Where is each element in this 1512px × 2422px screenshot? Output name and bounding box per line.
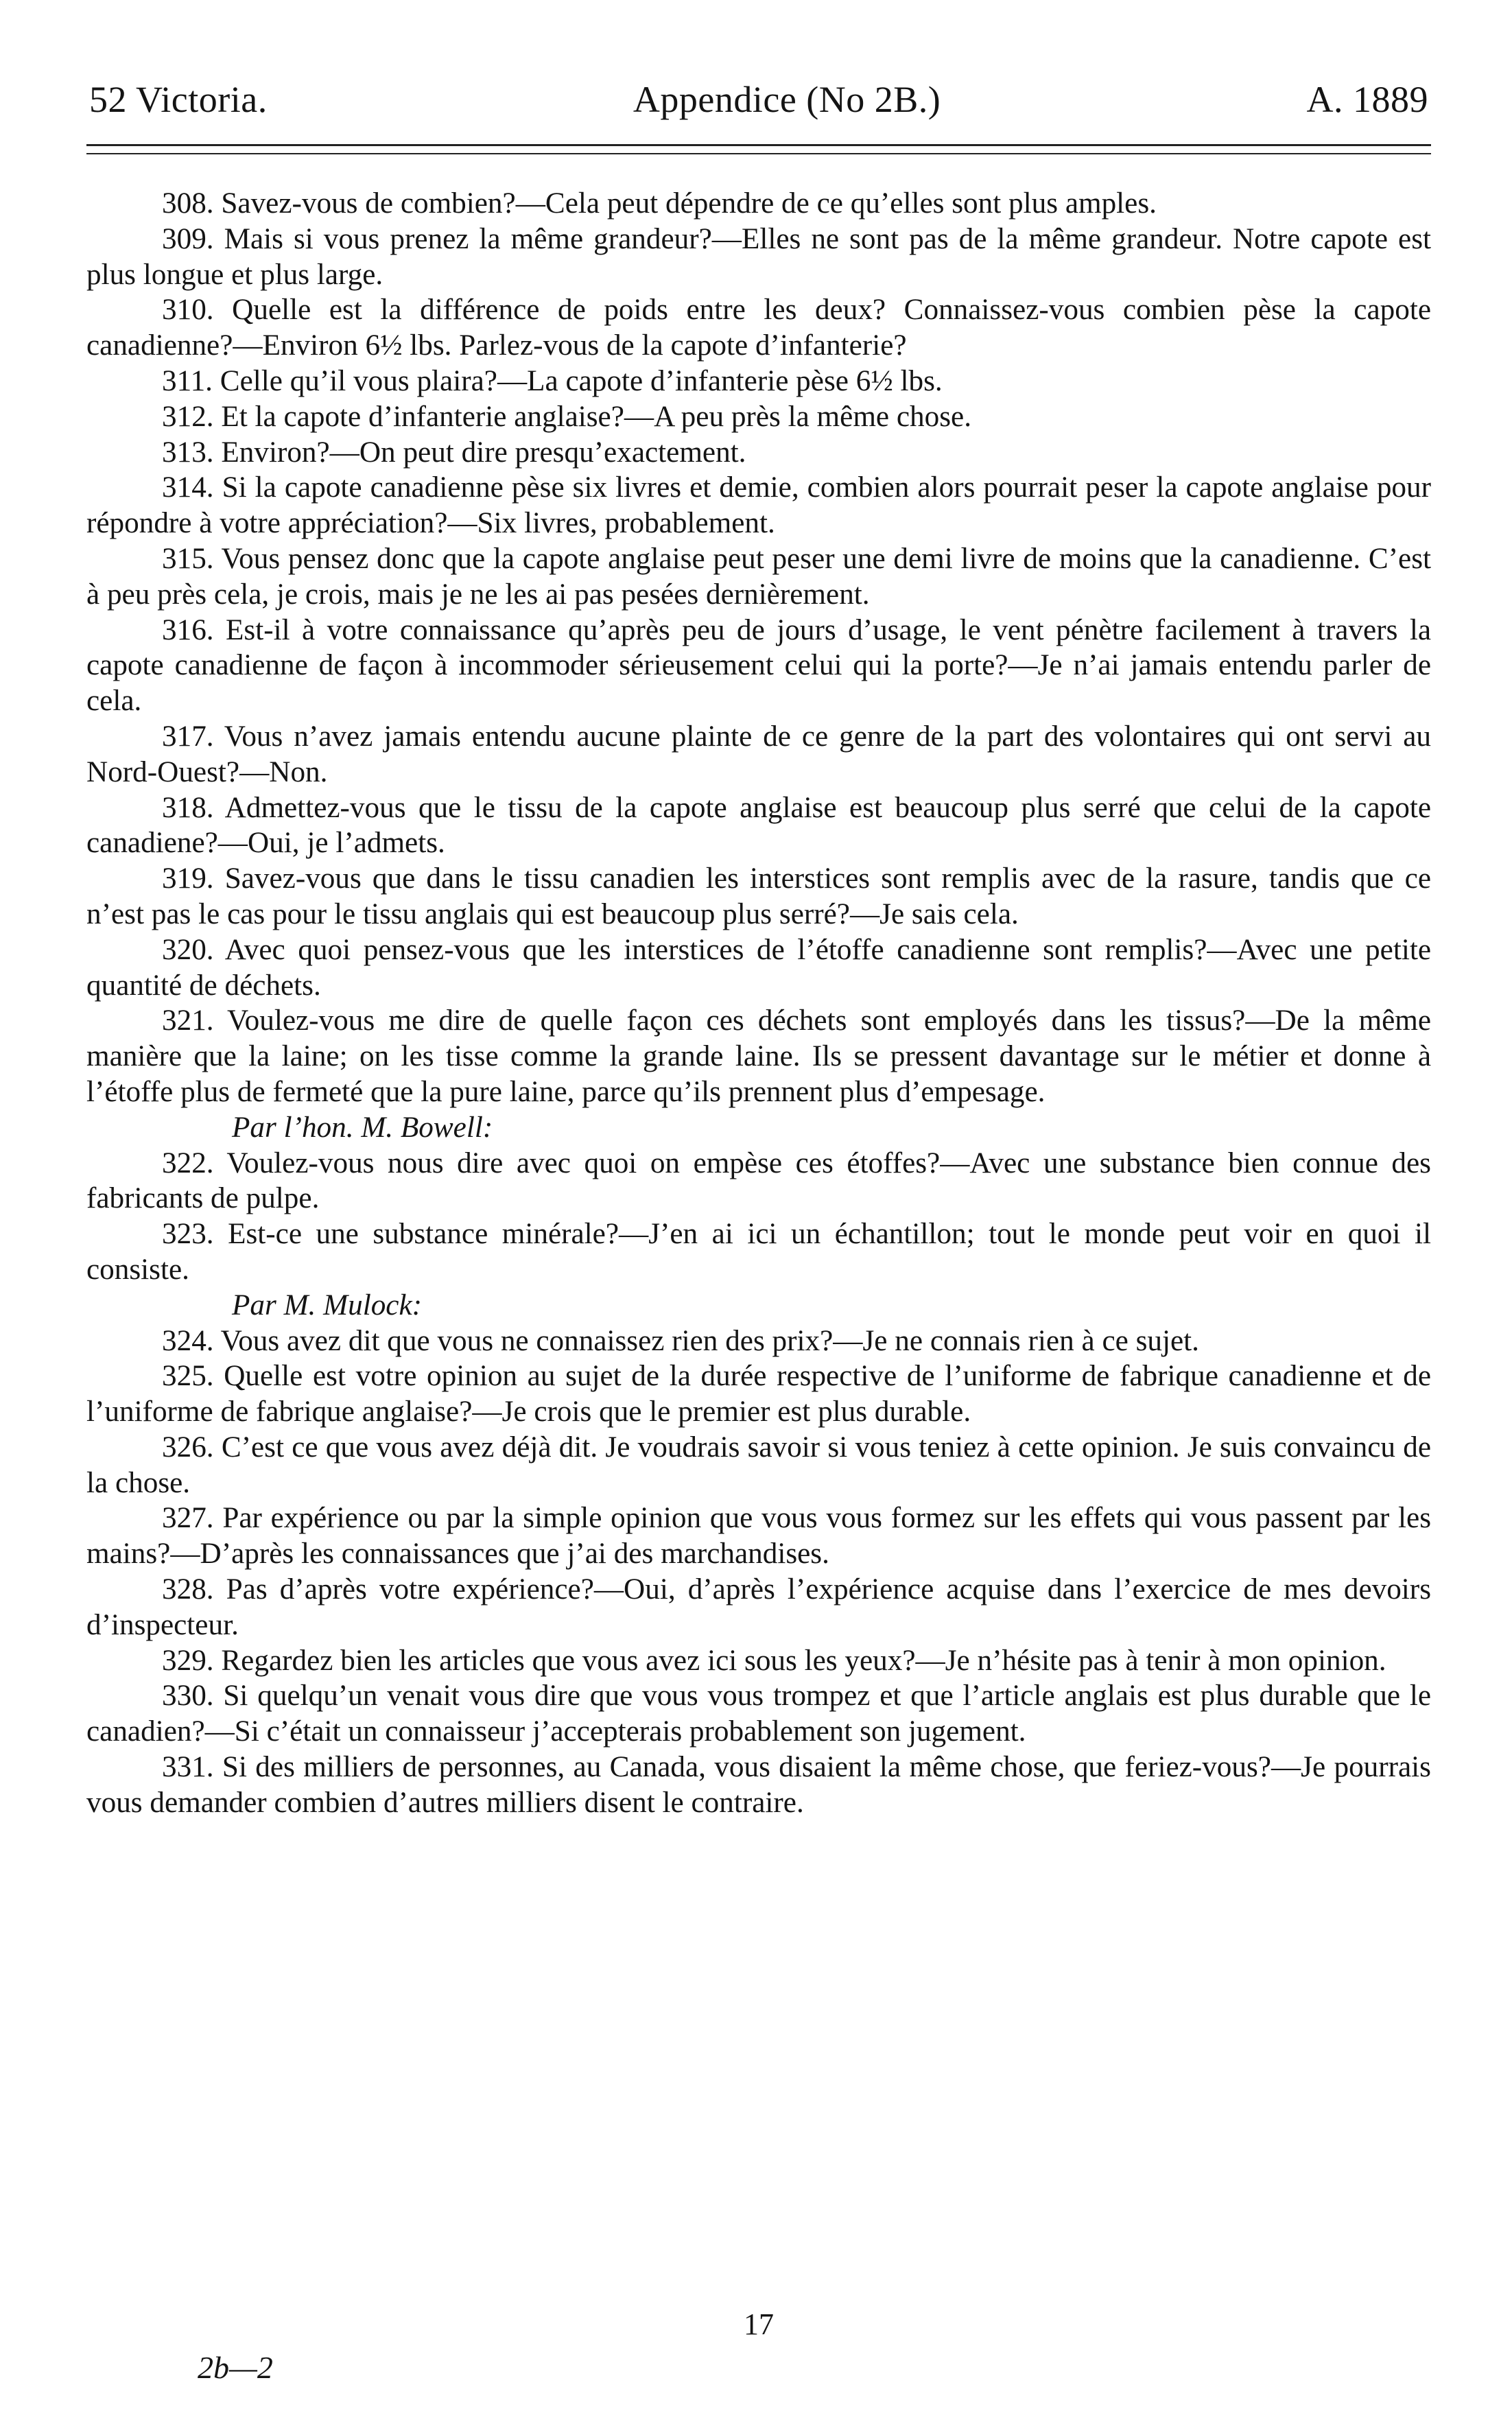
speaker-heading: Par l’hon. M. Bowell: [232, 1111, 493, 1144]
header-center: Appendice (No 2B.) [633, 79, 941, 120]
header-rule-thin [86, 153, 1431, 154]
running-header [86, 81, 1431, 118]
speaker-heading: Par M. Mulock: [232, 1289, 423, 1321]
question-answer-paragraph: 321. Voulez-vous me dire de quelle façon ces déchets sont employés dans les tissus?—De la même manière que la laine; on les tisse comme la grande laine. Ils se pressent davantage sur le métier et donne à l’étoffe plus de fermeté que la pure laine, parce qu’ils prennent plus d’empesage. [86, 1004, 1431, 1108]
page-number: 17 [744, 2307, 774, 2341]
testimony-body [86, 186, 1431, 1821]
question-answer-paragraph: 314. Si la capote canadienne pèse six livres et demie, combien alors pourrait peser la capote anglaise pour répondre à votre appréciation?—Six livres, probablement. [86, 471, 1431, 540]
question-answer-paragraph: 326. C’est ce que vous avez déjà dit. Je voudrais savoir si vous teniez à cette opinion. Je suis convaincu de la chose. [86, 1431, 1431, 1499]
header-right: A. 1889 [1306, 79, 1428, 120]
question-answer-paragraph: 323. Est-ce une substance minérale?—J’en ai ici un échantillon; tout le monde peut voir en quoi il consiste. [86, 1218, 1431, 1286]
printer-signature: 2b—2 [198, 2350, 273, 2385]
question-answer-paragraph: 331. Si des milliers de personnes, au Canada, vous disaient la même chose, que feriez-vous?—Je pourrais vous demander combien d’autres milliers disent le contraire. [86, 1751, 1431, 1819]
question-answer-paragraph: 315. Vous pensez donc que la capote anglaise peut peser une demi livre de moins que la canadienne. C’est à peu près cela, je crois, mais je ne les ai pas pesées dernièrement. [86, 542, 1431, 611]
question-answer-paragraph: 328. Pas d’après votre expérience?—Oui, d’après l’expérience acquise dans l’exercice de mes devoirs d’inspecteur. [86, 1573, 1431, 1641]
question-answer-paragraph: 316. Est-il à votre connaissance qu’après peu de jours d’usage, le vent pénètre facilement à travers la capote canadienne de façon à incommoder sérieusement celui qui la porte?—Je n’ai jamais entendu parler de cela. [86, 613, 1431, 718]
question-answer-paragraph: 308. Savez-vous de combien?—Cela peut dépendre de ce qu’elles sont plus amples. [162, 187, 1157, 220]
question-answer-paragraph: 329. Regardez bien les articles que vous avez ici sous les yeux?—Je n’hésite pas à tenir à mon opinion. [162, 1644, 1386, 1677]
question-answer-paragraph: 325. Quelle est votre opinion au sujet de la durée respective de l’uniforme de fabrique canadienne et de l’uniforme de fabrique anglaise?—Je crois que le premier est plus durable. [86, 1360, 1431, 1428]
question-answer-paragraph: 309. Mais si vous prenez la même grandeur?—Elles ne sont pas de la même grandeur. Notre capote est plus longue et plus large. [86, 222, 1431, 291]
question-answer-paragraph: 319. Savez-vous que dans le tissu canadien les interstices sont remplis avec de la rasure, tandis que ce n’est pas le cas pour le tissu anglais qui est beaucoup plus serré?—Je sais cela. [86, 862, 1431, 930]
question-answer-paragraph: 327. Par expérience ou par la simple opinion que vous vous formez sur les effets qui vous passent par les mains?—D’après les connaissances que j’ai des marchandises. [86, 1502, 1431, 1571]
question-answer-paragraph: 320. Avec quoi pensez-vous que les interstices de l’étoffe canadienne sont remplis?—Avec une petite quantité de déchets. [86, 933, 1431, 1002]
header-left: 52 Victoria. [89, 79, 268, 120]
question-answer-paragraph: 324. Vous avez dit que vous ne connaissez rien des prix?—Je ne connais rien à ce sujet. [162, 1324, 1199, 1357]
question-answer-paragraph: 322. Voulez-vous nous dire avec quoi on empèse ces étoffes?—Avec une substance bien connue des fabricants de pulpe. [86, 1147, 1431, 1215]
question-answer-paragraph: 317. Vous n’avez jamais entendu aucune plainte de ce genre de la part des volontaires qui ont servi au Nord-Ouest?—Non. [86, 720, 1431, 788]
page-footer [0, 2307, 1512, 2403]
question-answer-paragraph: 310. Quelle est la différence de poids entre les deux? Connaissez-vous combien pèse la capote canadienne?—Environ 6½ lbs. Parlez-vous de la capote d’infanterie? [86, 294, 1431, 362]
question-answer-paragraph: 330. Si quelqu’un venait vous dire que vous vous trompez et que l’article anglais est plus durable que le canadien?—Si c’était un connaisseur j’accepterais probablement son jugement. [86, 1680, 1431, 1748]
question-answer-paragraph: 311. Celle qu’il vous plaira?—La capote d’infanterie pèse 6½ lbs. [162, 364, 943, 397]
header-rule [86, 144, 1431, 154]
question-answer-paragraph: 313. Environ?—On peut dire presqu’exactement. [162, 436, 746, 469]
question-answer-paragraph: 318. Admettez-vous que le tissu de la capote anglaise est beaucoup plus serré que celui de la capote canadiene?—Oui, je l’admets. [86, 791, 1431, 860]
header-rule-thick [86, 144, 1431, 146]
question-answer-paragraph: 312. Et la capote d’infanterie anglaise?—A peu près la même chose. [162, 400, 972, 433]
